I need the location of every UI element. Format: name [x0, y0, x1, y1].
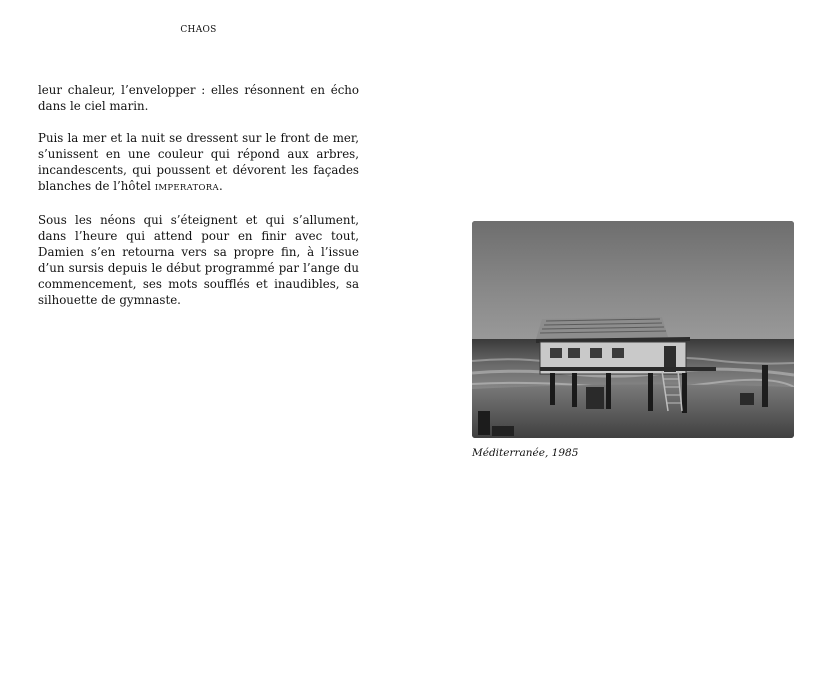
caption-separator: ,: [544, 447, 552, 459]
running-title: CHAOS: [180, 25, 217, 35]
caption-place: Méditerranée: [472, 447, 545, 459]
beach-house-photo: [472, 221, 794, 438]
paragraph-1: leur chaleur, l’envelopper : elles résonnent en écho dans le ciel marin.: [38, 83, 359, 113]
paragraph-2-text: Puis la mer et la nuit se dressent sur le front de mer, s’unissent en une couleur qui répond aux arbres, incandescents, qui poussent et dévorent les façades blanches de l’hôtel: [38, 131, 359, 193]
paragraph-2: [38, 130, 359, 196]
photo-caption: [472, 447, 578, 459]
caption-year: 1985: [551, 447, 579, 459]
text-column: [38, 82, 359, 324]
paragraph-2-end: .: [218, 179, 223, 193]
running-header: [38, 25, 359, 35]
paragraph-3: Sous les néons qui s’éteignent et qui s’allument, dans l’heure qui attend pour en finir avec tout, Damien s’en retourna vers sa propre fin, à l’issue d’un sursis depuis le début programmé par l’ange du commencement, ses mots soufflés et inaudibles, sa silhouette de gymnaste.: [38, 213, 359, 307]
hotel-name: IMPERATORA: [154, 183, 219, 193]
